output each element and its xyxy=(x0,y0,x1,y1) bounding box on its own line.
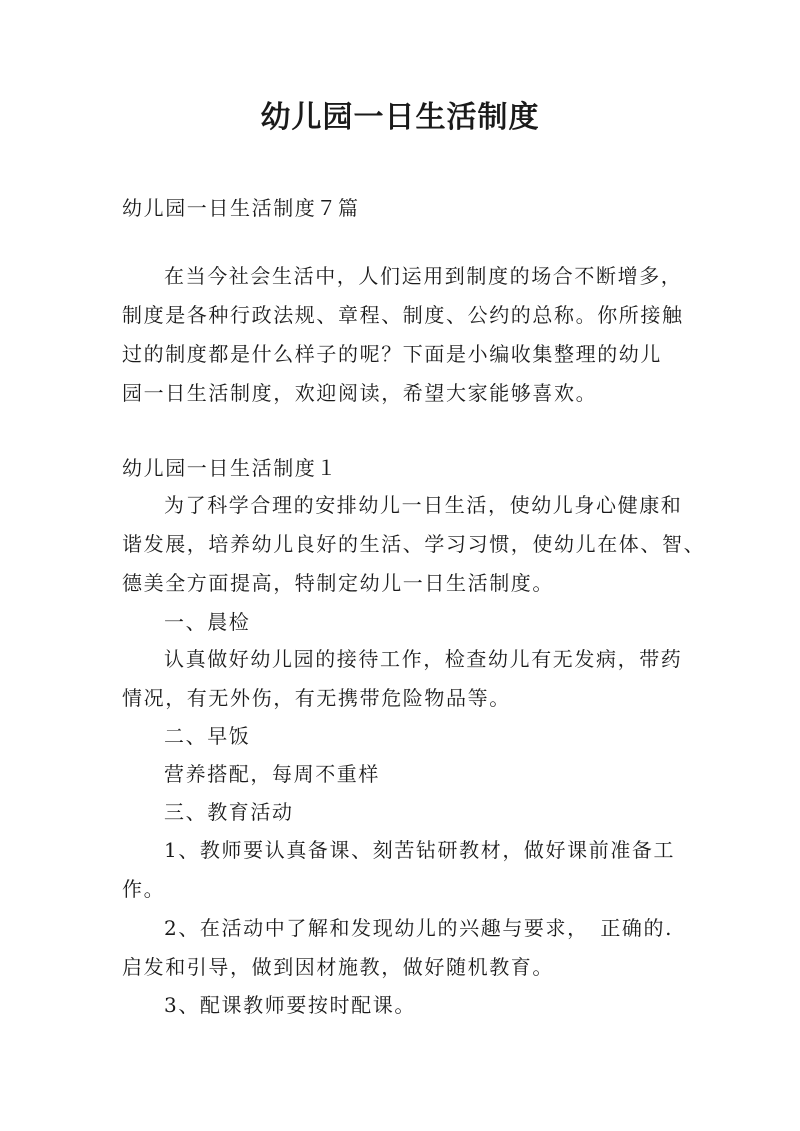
section-line: 认真做好幼儿园的接待工作，检查幼儿有无发病，带药 xyxy=(164,647,683,671)
intro-line: 过的制度都是什么样子的呢？下面是小编收集整理的幼儿 xyxy=(122,342,662,366)
section-line: 德美全方面提高，特制定幼儿一日生活制度。 xyxy=(122,571,554,595)
section-line: 营养搭配，每周不重样 xyxy=(164,762,380,786)
document-subtitle: 幼儿园一日生活制度７篇 xyxy=(122,196,360,220)
intro-line: 园一日生活制度，欢迎阅读，希望大家能够喜欢。 xyxy=(122,381,598,405)
section-subheading: 一、晨检 xyxy=(164,610,251,634)
section-line: 1、教师要认真备课、刻苦钻研教材，做好课前准备工 xyxy=(164,838,676,862)
section-subheading: 二、早饭 xyxy=(164,724,251,748)
section-line: 情况，有无外伤，有无携带危险物品等。 xyxy=(122,686,511,710)
section-line: 3、配课教师要按时配课。 xyxy=(164,993,416,1017)
section-line: 2、在活动中了解和发现幼儿的兴趣与要求， 正确的. xyxy=(164,916,674,940)
section-line: 作。 xyxy=(122,877,166,901)
intro-line: 制度是各种行政法规、章程、制度、公约的总称。你所接触 xyxy=(122,303,684,327)
section-subheading: 三、教育活动 xyxy=(164,800,294,824)
document-title: 幼儿园一日生活制度 xyxy=(260,100,540,135)
intro-line: 在当今社会生活中，人们运用到制度的场合不断增多， xyxy=(164,264,683,288)
section-line: 启发和引导，做到因材施教，做好随机教育。 xyxy=(122,955,554,979)
section-line: 为了科学合理的安排幼儿一日生活，使幼儿身心健康和 xyxy=(164,493,683,517)
section-line: 谐发展，培养幼儿良好的生活、学习习惯，使幼儿在体、智、 xyxy=(122,532,706,556)
section-heading: 幼儿园一日生活制度１ xyxy=(122,456,338,480)
